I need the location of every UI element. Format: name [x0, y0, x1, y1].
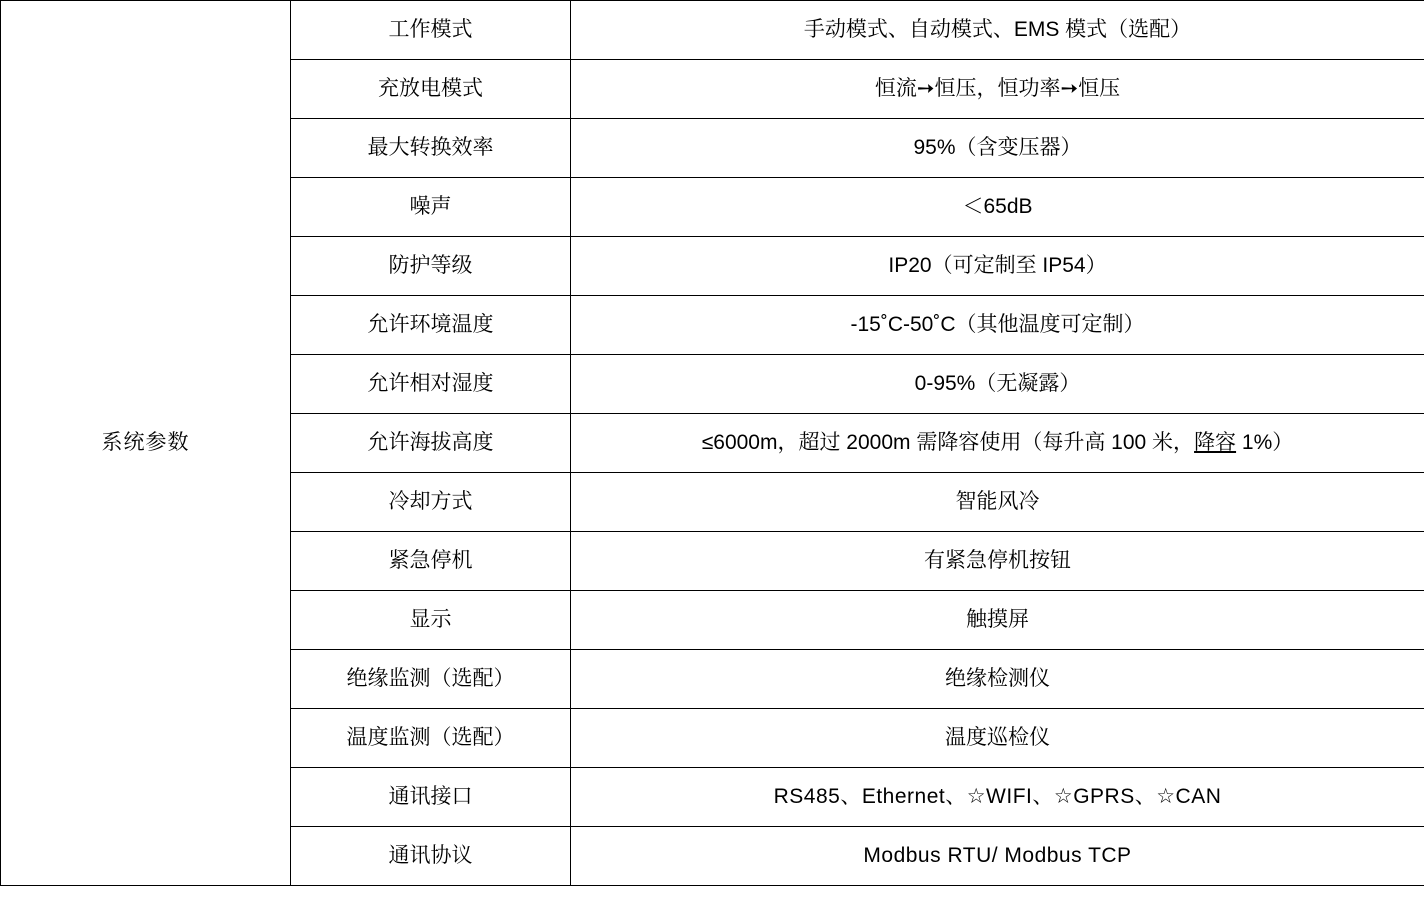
table-cell-value: 恒流➙恒压，恒功率➙恒压 — [571, 60, 1424, 119]
table-cell-value: 手动模式、自动模式、EMS 模式（选配） — [571, 1, 1424, 60]
table-cell-value: 触摸屏 — [571, 591, 1424, 650]
table-cell-item: 充放电模式 — [291, 60, 571, 119]
table-cell-item: 最大转换效率 — [291, 119, 571, 178]
table-cell-value: 95%（含变压器） — [571, 119, 1424, 178]
table-cell-item: 通讯协议 — [291, 827, 571, 886]
table-cell-item: 温度监测（选配） — [291, 709, 571, 768]
table-cell-value: -15˚C-50˚C（其他温度可定制） — [571, 296, 1424, 355]
derating-link[interactable]: 降容 — [1194, 430, 1237, 454]
altitude-text-post: 1%） — [1236, 430, 1294, 454]
table-cell-value: 智能风冷 — [571, 473, 1424, 532]
table-cell-item: 允许海拔高度 — [291, 414, 571, 473]
table-cell-item: 绝缘监测（选配） — [291, 650, 571, 709]
table-cell-value-altitude — [571, 414, 1424, 473]
table-cell-item: 通讯接口 — [291, 768, 571, 827]
table-cell-value: 绝缘检测仪 — [571, 650, 1424, 709]
table-cell-value: ＜65dB — [571, 178, 1424, 237]
table-cell-item: 显示 — [291, 591, 571, 650]
table-cell-item: 工作模式 — [291, 1, 571, 60]
table-cell-item: 允许环境温度 — [291, 296, 571, 355]
table-cell-item: 允许相对湿度 — [291, 355, 571, 414]
table-row — [1, 1, 1424, 60]
table-cell-item: 防护等级 — [291, 237, 571, 296]
table-cell-item: 冷却方式 — [291, 473, 571, 532]
table-cell-item: 紧急停机 — [291, 532, 571, 591]
table-cell-value: 0-95%（无凝露） — [571, 355, 1424, 414]
altitude-text-pre: ≤6000m，超过 2000m 需降容使用（每升高 100 米， — [701, 430, 1195, 454]
table-cell-value: Modbus RTU/ Modbus TCP — [571, 827, 1424, 886]
table-cell-value: RS485、Ethernet、☆WIFI、☆GPRS、☆CAN — [571, 768, 1424, 827]
table-body — [1, 1, 1424, 886]
table-cell-value: 有紧急停机按钮 — [571, 532, 1424, 591]
table-cell-value: 温度巡检仪 — [571, 709, 1424, 768]
table-cell-value: IP20（可定制至 IP54） — [571, 237, 1424, 296]
table-cell-item: 噪声 — [291, 178, 571, 237]
group-label-cell: 系统参数 — [1, 1, 291, 886]
